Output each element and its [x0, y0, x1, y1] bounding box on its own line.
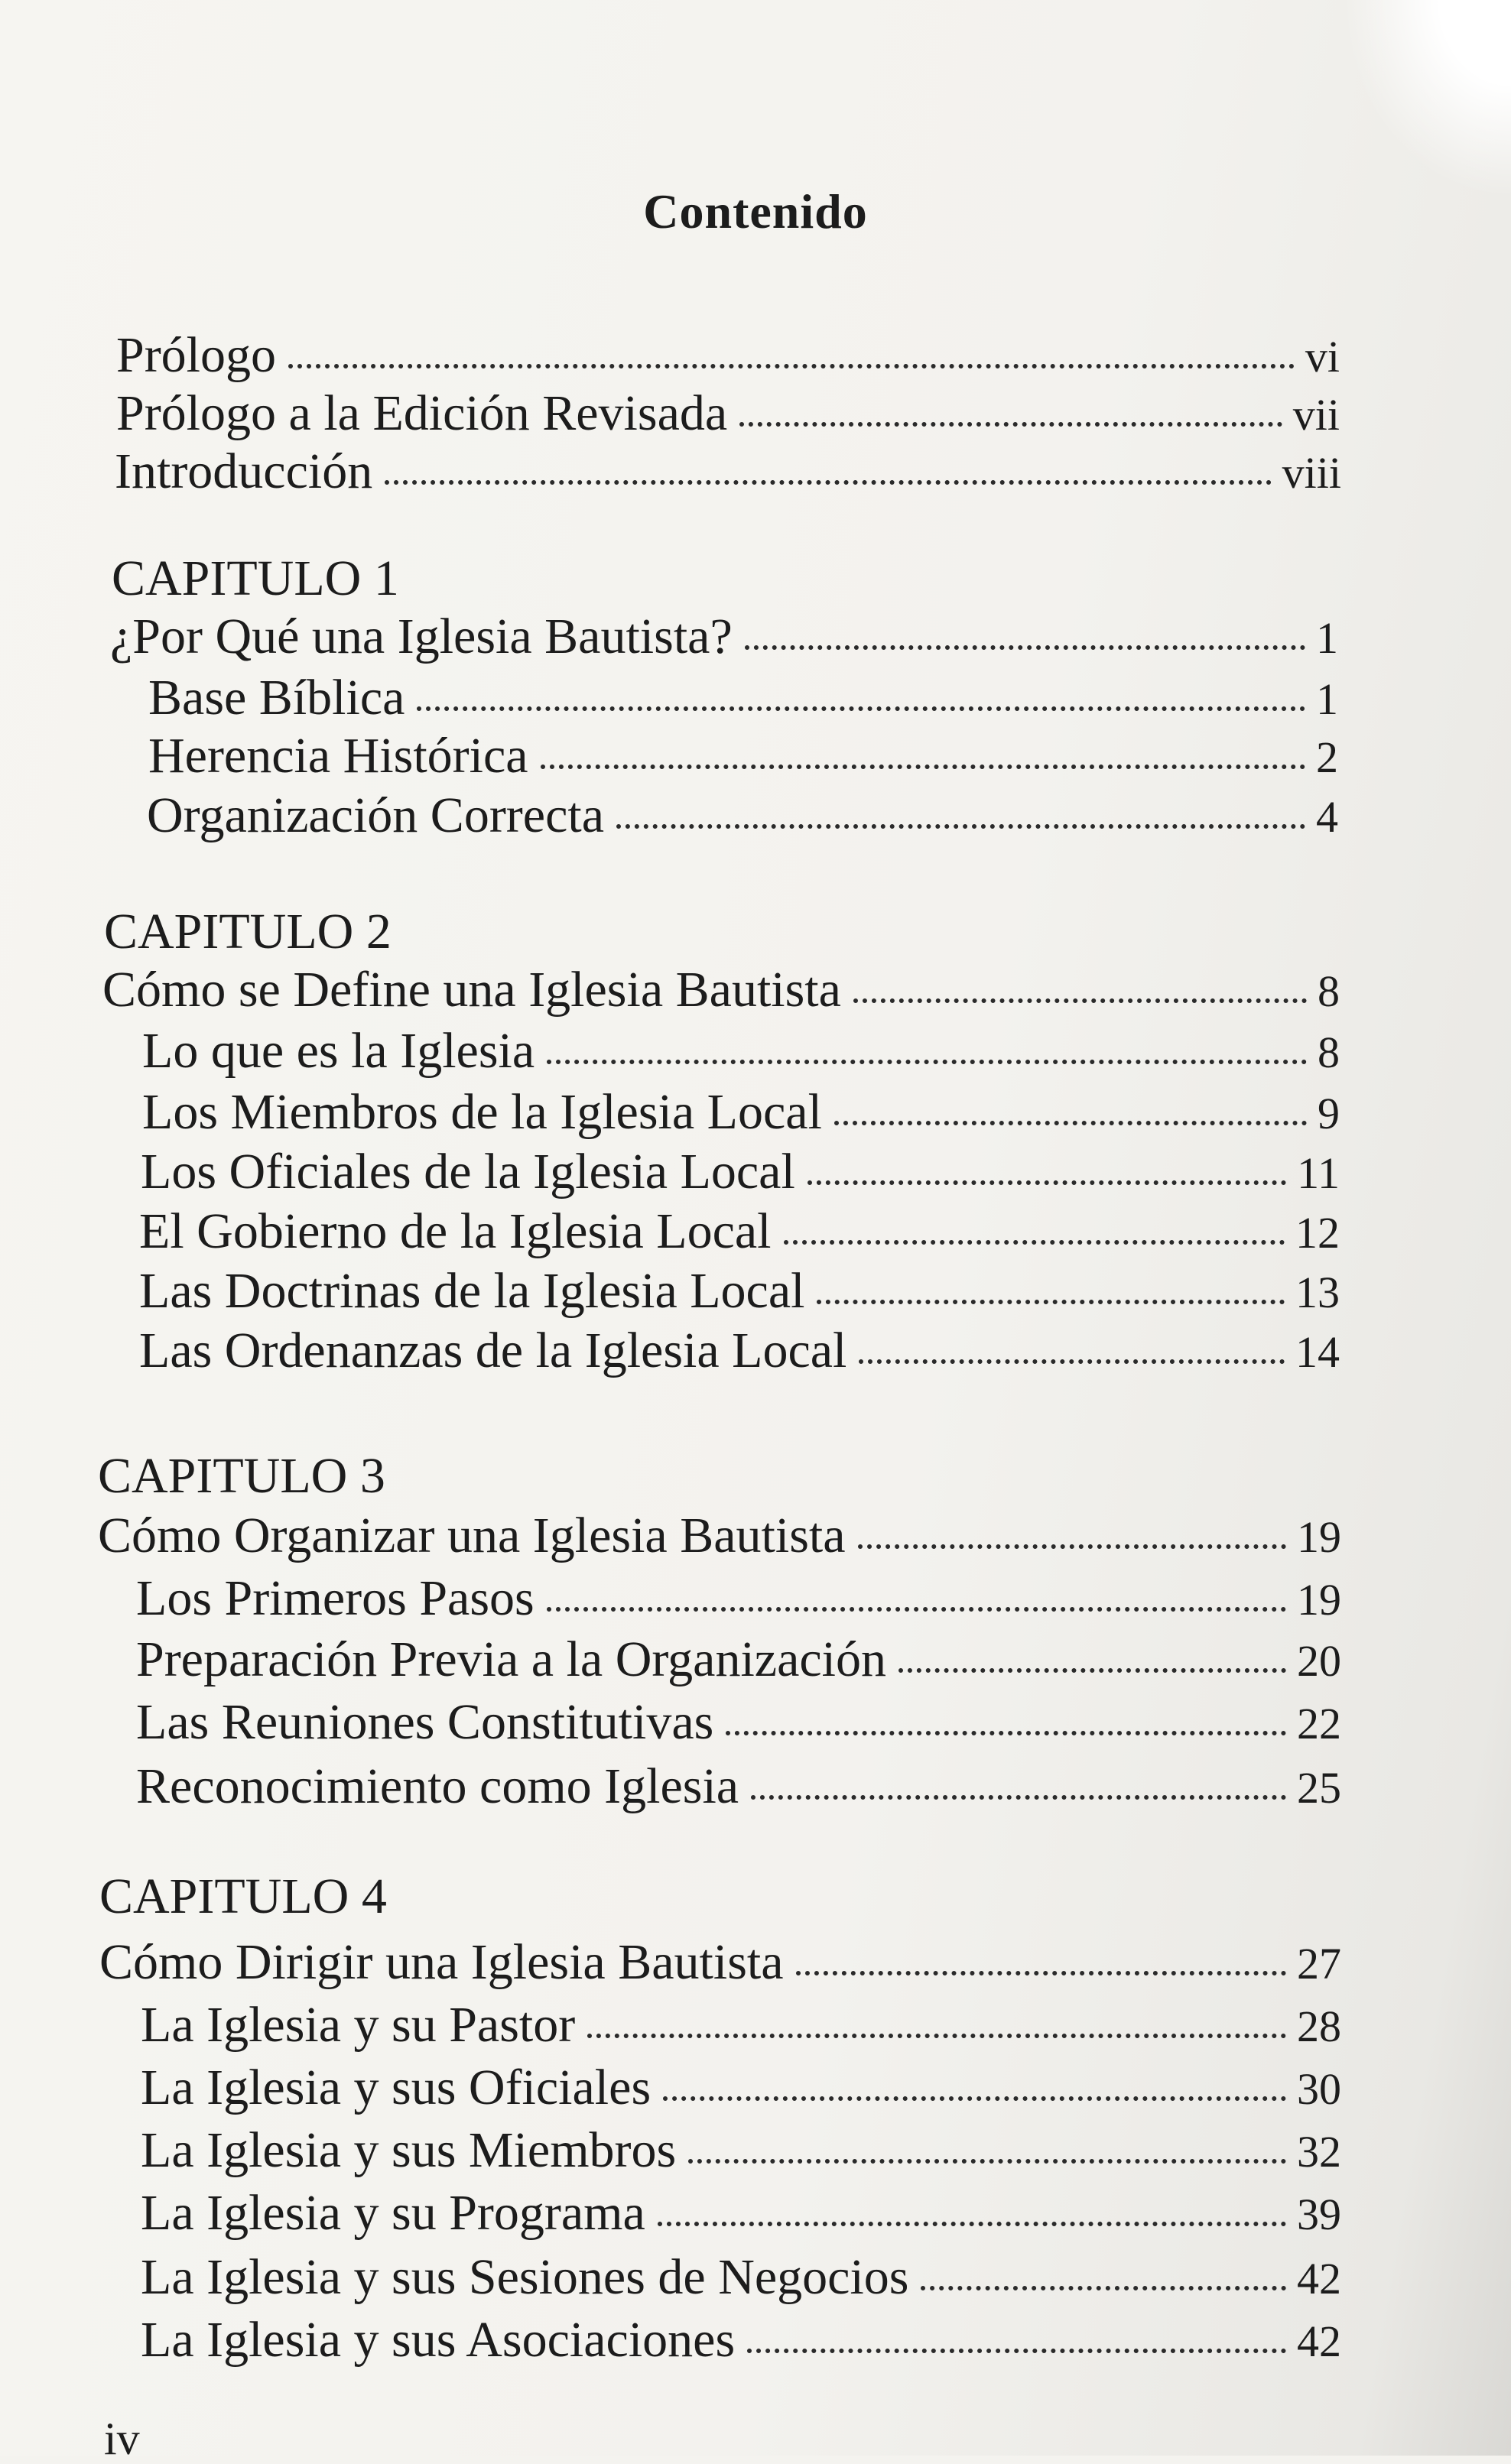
- toc-page-number: 32: [1297, 2127, 1341, 2177]
- dot-leader: [739, 422, 1282, 427]
- toc-entry-label: Cómo se Define una Iglesia Bautista: [102, 962, 841, 1018]
- toc-section: [141, 1144, 1340, 1200]
- toc-page-number: 22: [1297, 1699, 1341, 1748]
- toc-page-number: vii: [1292, 390, 1340, 440]
- toc-section: [141, 2312, 1341, 2368]
- toc-page-number: 27: [1297, 1939, 1341, 1988]
- toc-entry-label: Las Doctrinas de la Iglesia Local: [139, 1263, 805, 1319]
- toc-section: [136, 1570, 1341, 1626]
- toc-entry-prologo: [116, 327, 1340, 383]
- toc-entry-label: Lo que es la Iglesia: [142, 1023, 535, 1079]
- toc-entry-label: La Iglesia y su Programa: [141, 2185, 645, 2241]
- toc-section: [148, 728, 1338, 784]
- chapter-heading: CAPITULO 2: [104, 904, 392, 959]
- dot-leader: [658, 2222, 1286, 2226]
- dot-leader: [616, 824, 1305, 829]
- toc-entry-label: Los Primeros Pasos: [136, 1570, 535, 1626]
- page-title: Contenido: [643, 184, 868, 239]
- toc-section: [141, 2122, 1341, 2178]
- toc-entry-label: Las Ordenanzas de la Iglesia Local: [139, 1323, 847, 1378]
- toc-entry-label: Las Reuniones Constitutivas: [136, 1694, 714, 1750]
- dot-leader: [547, 1060, 1307, 1064]
- dot-leader: [898, 1668, 1286, 1673]
- dot-leader: [834, 1121, 1307, 1125]
- toc-entry-label: Introducción: [115, 443, 373, 499]
- toc-section: [141, 2185, 1341, 2241]
- toc-page-number: 19: [1297, 1512, 1341, 1562]
- toc-entry-label: ¿Por Qué una Iglesia Bautista?: [110, 609, 733, 664]
- dot-leader: [385, 480, 1271, 485]
- dot-leader: [541, 765, 1305, 769]
- toc-entry-label: La Iglesia y su Pastor: [141, 1997, 576, 2053]
- toc-entry-label: Prólogo: [116, 327, 277, 383]
- dot-leader: [853, 998, 1307, 1003]
- toc-chapter-title: [99, 1934, 1341, 1990]
- toc-section: [141, 2249, 1341, 2305]
- toc-section: [141, 2060, 1341, 2115]
- toc-chapter-title: [98, 1508, 1341, 1563]
- toc-entry-label: Los Oficiales de la Iglesia Local: [141, 1144, 795, 1200]
- toc-entry-label: Los Miembros de la Iglesia Local: [142, 1084, 822, 1140]
- dot-leader: [817, 1300, 1285, 1304]
- toc-entry-label: Organización Correcta: [147, 787, 604, 843]
- dot-leader: [688, 2159, 1286, 2164]
- toc-page-number: 42: [1297, 2254, 1341, 2303]
- toc-section: [139, 1263, 1340, 1319]
- toc-entry-label: La Iglesia y sus Oficiales: [141, 2060, 652, 2115]
- toc-entry-label: La Iglesia y sus Asociaciones: [141, 2312, 736, 2368]
- dot-leader: [858, 1544, 1286, 1549]
- toc-page-number: 25: [1297, 1763, 1341, 1813]
- toc-page-number: 4: [1316, 792, 1338, 842]
- toc-section: [141, 1997, 1341, 2053]
- toc-entry-label: Cómo Dirigir una Iglesia Bautista: [99, 1934, 784, 1990]
- chapter-heading: CAPITULO 1: [112, 550, 399, 606]
- toc-page-number: 8: [1318, 966, 1340, 1016]
- toc-page-number: viii: [1282, 448, 1341, 498]
- toc-entry-introduccion: [115, 443, 1341, 499]
- toc-entry-label: La Iglesia y sus Miembros: [141, 2122, 677, 2178]
- dot-leader: [726, 1731, 1286, 1735]
- toc-entry-label: Prólogo a la Edición Revisada: [116, 385, 728, 441]
- dot-leader: [921, 2286, 1286, 2290]
- page-folio: iv: [104, 2414, 140, 2464]
- toc-page-number: 12: [1295, 1208, 1340, 1258]
- toc-entry-label: Base Bíblica: [148, 670, 405, 726]
- dot-leader: [547, 1607, 1286, 1612]
- toc-section: [148, 670, 1338, 726]
- toc-page-number: 11: [1297, 1148, 1340, 1198]
- dot-leader: [784, 1240, 1285, 1245]
- dot-leader: [807, 1180, 1286, 1185]
- toc-section: [142, 1084, 1340, 1140]
- toc-entry-prologo-revisada: [116, 385, 1340, 441]
- toc-page-number: 42: [1297, 2316, 1341, 2366]
- toc-page-number: 14: [1295, 1327, 1340, 1377]
- toc-entry-label: Reconocimiento como Iglesia: [136, 1758, 739, 1814]
- toc-page-number: 1: [1316, 613, 1338, 663]
- dot-leader: [747, 2349, 1286, 2353]
- toc-page-number: 20: [1297, 1636, 1341, 1686]
- toc-page-number: vi: [1305, 332, 1340, 381]
- dot-leader: [745, 645, 1305, 650]
- toc-entry-label: Preparación Previa a la Organización: [136, 1631, 887, 1687]
- toc-page-number: 2: [1316, 732, 1338, 782]
- toc-page-number: 9: [1318, 1089, 1340, 1138]
- dot-leader: [663, 2096, 1286, 2101]
- toc-section: [136, 1631, 1341, 1687]
- dot-leader: [587, 2034, 1286, 2038]
- toc-section: [147, 787, 1338, 843]
- toc-entry-label: Cómo Organizar una Iglesia Bautista: [98, 1508, 846, 1563]
- toc-page-number: 30: [1297, 2064, 1341, 2114]
- dot-leader: [417, 706, 1305, 711]
- toc-entry-label: El Gobierno de la Iglesia Local: [139, 1203, 772, 1259]
- toc-page-number: 1: [1316, 674, 1338, 724]
- chapter-heading: CAPITULO 3: [98, 1448, 385, 1504]
- toc-page-number: 19: [1297, 1575, 1341, 1625]
- toc-chapter-title: [102, 962, 1340, 1018]
- toc-section: [142, 1023, 1340, 1079]
- toc-page-number: 13: [1295, 1268, 1340, 1317]
- dot-leader: [796, 1971, 1286, 1975]
- toc-page-number: 39: [1297, 2190, 1341, 2239]
- toc-section: [136, 1694, 1341, 1750]
- toc-section: [136, 1758, 1341, 1814]
- toc-section: [139, 1203, 1340, 1259]
- chapter-heading: CAPITULO 4: [99, 1868, 387, 1924]
- toc-page-number: 8: [1318, 1027, 1340, 1077]
- toc-entry-label: La Iglesia y sus Sesiones de Negocios: [141, 2249, 909, 2305]
- dot-leader: [288, 364, 1295, 368]
- toc-chapter-title: [110, 609, 1338, 664]
- dot-leader: [859, 1359, 1285, 1364]
- toc-page-number: 28: [1297, 2001, 1341, 2051]
- toc-entry-label: Herencia Histórica: [148, 728, 528, 784]
- toc-section: [139, 1323, 1340, 1378]
- dot-leader: [751, 1795, 1286, 1800]
